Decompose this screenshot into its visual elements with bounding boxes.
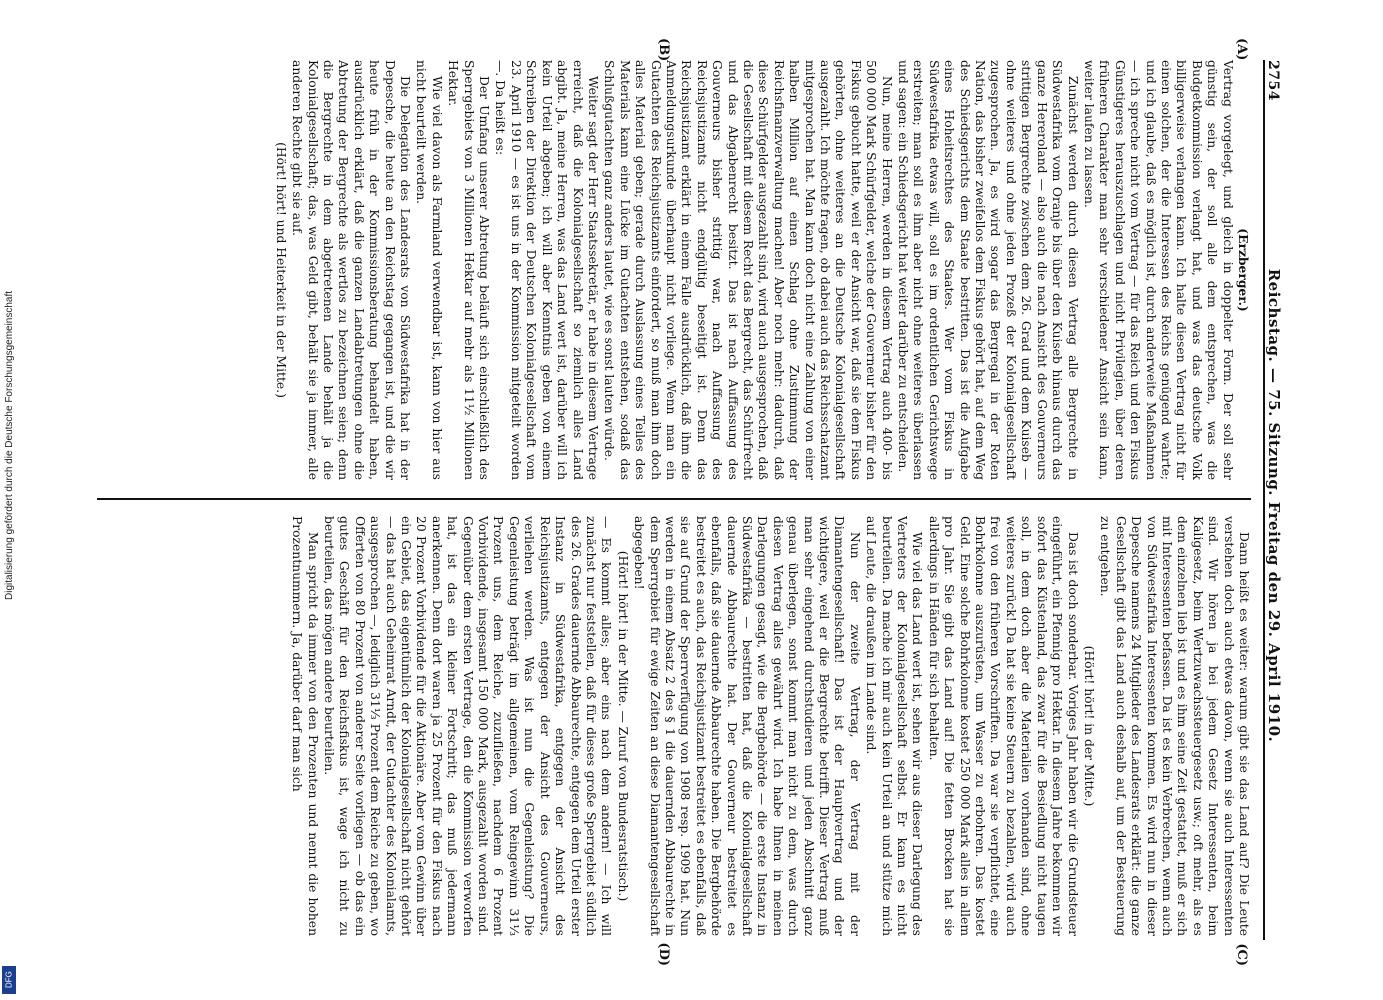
document-page — [71, 30, 1311, 970]
quote-paragraph: Der Umfang unserer Abtretung beläuft sich einschließlich des Sperrgebiets von 3 Millionen Hektar auf mehr als 11½ Millionen Hektar. — [446, 60, 492, 480]
paragraph: Nun, meine Herren, werden in diesem Vertrag auch 400- bis 500 000 Mark Schürfgelder, welche der Gouverneur bisher für den Fiskus gebucht hatte, weil er der Ansicht war, daß sie dem Fiskus gehörten, ohne weiteres an die Deutsche Kolonialgesellschaft ausgezahlt. Ich möchte fragen, ob dabei auch das Reichsschatzamt mitgesprochen hat. Man kann doch nicht eine Zahlung von einer halben Million auf einen Schlag ohne Zustimmung der Reichsfinanzverwaltung machen! Aber noch mehr: dadurch, daß diese Schürfgelder ausgezahlt sind, wird auch ausgesprochen, daß die Gesellschaft mit diesem Recht das Bergrecht, das Schürfrecht und das Abgabenrecht besitzt. Das ist nach Auffassung des Gouverneurs bisher strittig war, nach Auffassung des Reichsjustizamts nicht endgültig beseitigt ist. Denn das Reichsjustizamt erklärt in einem Falle ausdrücklich, daß ihm die Anmeldungsurkunde überhaupt nicht vorliege. Wenn man ein Gutachten des Reichsjustizamts einfordert, so muß man ihm doch alles Material geben; gerade durch Auslassung eines Teiles des Materials kann eine Lücke im Gutachten entstehen, sodaß das Schlußgutachten ganz anders lautet, wie es sonst lauten würde. — [602, 60, 894, 480]
right-column — [97, 516, 1251, 936]
margin-marker-d: (D) — [656, 942, 671, 966]
quote-paragraph: Wie viel davon als Farmland verwendbar ist, kann von hier aus nicht beurteilt werden. — [414, 60, 444, 480]
paragraph: Dann heißt es weiter: warum gibt sie das Land auf? Die Leute verstehen doch auch etwas davon, wenn sie auch Interessenten sind. Wir hören ja bei jedem Gesetz Interessenten, beim Kaligesetz, beim Wertzuwachssteuergesetz usw.; oft mehr, als es dem einzelnen lieb ist und es ihm seine Zeit gestattet, muß er sich mit Interessenten befassen. Da ist es kein Verbrechen, wenn auch von Südwestafrika Interessenten kommen. Es wird nun in dieser Depesche namens 24 Mitglieder des Landesrats erklärt: die ganze Gesellschaft gibt das Land auch deshalb auf, um der Besteuerung zu entgehen. — [1098, 516, 1251, 936]
paragraph: Weiter sagt der Herr Staatssekretär, er habe in diesem Vertrage erreicht, daß die Kolonialgesellschaft so ziemlich alles Land abgibt. Ja, meine Herren, was das Land wert ist, darüber will ich kein Urteil abgeben; ich will aber Kenntnis geben von einem Schreiben der Direktion der Deutschen Kolonialgesellschaft vom 23. April 1910 — es ist uns in der Kommission mitgeteilt worden —. Da heißt es: — [493, 60, 600, 480]
left-column — [97, 60, 1251, 480]
paragraph: Nun der zweite Vertrag, der Vertrag mit der Diamantengesellschaft! Das ist der Hauptvertrag und der wichtigere, weil er die Bergrechte betrifft. Dieser Vertrag muß man sehr eingehend durchstudieren und jeden Abschnitt ganz genau überlegen, sonst kommt man nicht zu dem, was durch diesen Vertrag alles gewährt wird. Ich habe Ihnen in meinen Darlegungen gesagt, wie die Bergbehörde — die erste Instanz in Südwestafrika — bestritten hat, daß die Kolonialgesellschaft dauernde Abbaurechte hat. Der Gouverneur bestreitet es ebenfalls, daß sie dauernde Abbaurechte haben. Die Bergbehörde bestreitet es auch, das Reichsjustizamt bestreitet es ebenfalls, daß sie auf Grund der Sperrverfügung von 1908 resp. 1909 hat. Nun werden in einem Absatz 2 des § 1 die dauernden Abbaurechte in dem Sperrgebiet für ewige Zeiten an diese Diamantengesellschaft abgegeben! — [632, 516, 862, 936]
speaker-name: (Erzberger.) — [1236, 228, 1251, 312]
paragraph: — Es kommt alles; aber eins nach dem andern! — Ich will zunächst nur feststellen, daß für dieses große Sperrgebiet südlich des 26. Grades dauernde Abbaurechte, entgegen dem Urteil erster Instanz in Südwestafrika, entgegen der Ansicht des Reichsjustizamts, entgegen der Ansicht des Gouverneurs, verliehen werden. Was ist nun die Gegenleistung? Die Gegenleistung beträgt im allgemeinen, vom Reingewinn 31⅓ Prozent uns, dem Reiche, zuzufließen, nachdem 6 Prozent Vorbividende, insgesamt 150 000 Mark, ausgezahlt worden sind. Gegenüber dem ersten Vertrage, den die Kommission verworfen hat, ist das ein kleiner Fortschritt; das muß jedermann anerkennen. Denn dort waren ja 25 Prozent für den Fiskus nach 20 Prozent Vorbividende für die Aktionäre. Aber vom Gewinn über ein Gebiet, das eigentümlich der Kolonialgesellschaft nicht gehört — das hat auch Geheimrat Arndt, der Gutachter des Kolonialamts, ausgesprochen —, lediglich 31⅓ Prozent dem Reiche zu geben, wo Offerten von 80 Prozent von anderer Seite vorliegen — ob das ein gutes Geschäft für den Reichsfiskus ist, wage ich nicht zu beurteilen, das mögen andere beurteilen. — [322, 516, 614, 936]
margin-marker-c: (C) — [1234, 943, 1249, 966]
paragraph: Man spricht da immer von den Prozenten und nennt die hohen Prozentnummern. Ja, darüber darf man sich — [290, 516, 320, 936]
page-number: 2754 — [1265, 60, 1281, 101]
running-title: Reichstag. — 75. Sitzung. Freitag den 29. April 1910. — [1265, 268, 1283, 743]
interjection: (Hört! hört! und Heiterkeit in der Mitte.) — [273, 142, 288, 398]
paragraph: Vertrag vorgelegt, und gleich in doppelter Form. Der soll sehr günstig sein, der soll alle dem entsprechen, was die Budgetkommission verlangt hat, und was das deutsche Volk billigerweise verlangen kann. Ich halte diesen Vertrag nicht für einen solchen, der die Interessen des Reichs genügend wahrte; und ich glaube, daß es möglich ist, durch anderweite Maßnahmen — ich spreche nicht vom Vertrag — für das Reich und den Fiskus Günstigeres herauszuschlagen und nicht Privilegien, über deren früheren Charakter man sehr verschiedener Ansicht sein kann, weiter laufen zu lassen. — [1081, 60, 1235, 480]
interjection: (Hört! hört! in der Mitte. — Zuruf von Bundesratstisch.) — [615, 550, 630, 902]
paragraph: Wie viel das Land wert ist, sehen wir aus dieser Darlegung des Vertreters der Kolonialgesellschaft selbst. Er kann es nicht beurteilen. Da mache ich mir auch kein Urteil an und stütze mich auf Leute, die draußen im Lande sind. — [864, 516, 925, 936]
interjection: (Hört! hört! in der Mitte.) — [1081, 645, 1096, 807]
dfg-logo: DFG — [2, 966, 16, 994]
column-divider — [97, 498, 1251, 500]
page-header — [1263, 60, 1291, 940]
margin-marker-b: (B) — [656, 38, 671, 62]
digitization-note: Digitalisierung gefördert durch die Deutsche Forschungsgemeinschaft — [4, 290, 15, 600]
paragraph: Zunächst werden durch diesen Vertrag alle Bergrechte in Südwestafrika vom Oranje bis über den Kuiseb hinaus durch das ganze Hereroland — also auch die nach Ansicht des Gouverneurs strittigen Bergrechte zwischen dem 26. Grad und dem Kuiseb — ohne weiteres und ohne jeden Prozeß der Kolonialgesellschaft zugesprochen. Ja, es wird sogar das Bergregal in der Roten Nation, das bisher zweifellos dem Fiskus gehört hat, auf dem Weg des Schiedsgerichts dem Staate bestritten. Das ist die Aufgabe eines Hoheitsrechtes des Staates. Wer vom Fiskus in Südwestafrika etwas will, soll es im ordentlichen Gerichtswege erstreiten; man soll es ihm aber nicht ohne weiteres überlassen und sagen: ein Schiedsgericht hat weiter darüber zu entscheiden. — [896, 60, 1080, 480]
paragraph: Die Delegation des Landesrats von Südwestafrika hat in der Depesche, die heute an den Reichstag gegangen ist, und die wir heute früh in der Kommissionsberatung behandelt haben, ausdrücklich erklärt, daß die ganzen Landabtretungen ohne die Abtretung der Bergrechte als wertlos zu bezeichnen seien; denn die Bergrechte in dem abgetretenen Lande behält ja die Kolonialgesellschaft; das, was Geld gibt, behält sie ja immer, alle anderen Rechte gibt sie auf. — [290, 60, 413, 480]
paragraph: Das ist doch sonderbar. Voriges Jahr haben wir die Grundsteuer eingeführt, ein Pfennig pro Hektar. In diesem Jahre bekommen wir sofort das Küstenland, das zwar für die Besiedlung nicht taugen soll, in dem doch aber die Materialien vorhanden sind, ohne weiteres zurück! Da hat sie keine Steuern zu bezahlen, wird auch frei von den früheren Vorschriften. Da war sie verpflichtet, eine Bohrkolonne auszurüsten, um Wasser zu erbohren. Das kostet Geld. Eine solche Bohrkolonne kostet 250 000 Mark alles in allem pro Jahr. Sie gibt das Land auf! Die fetten Brocken hat sie allerdings in Händen für sich behalten. — [926, 516, 1080, 936]
margin-marker-a: (A) — [1234, 38, 1249, 61]
